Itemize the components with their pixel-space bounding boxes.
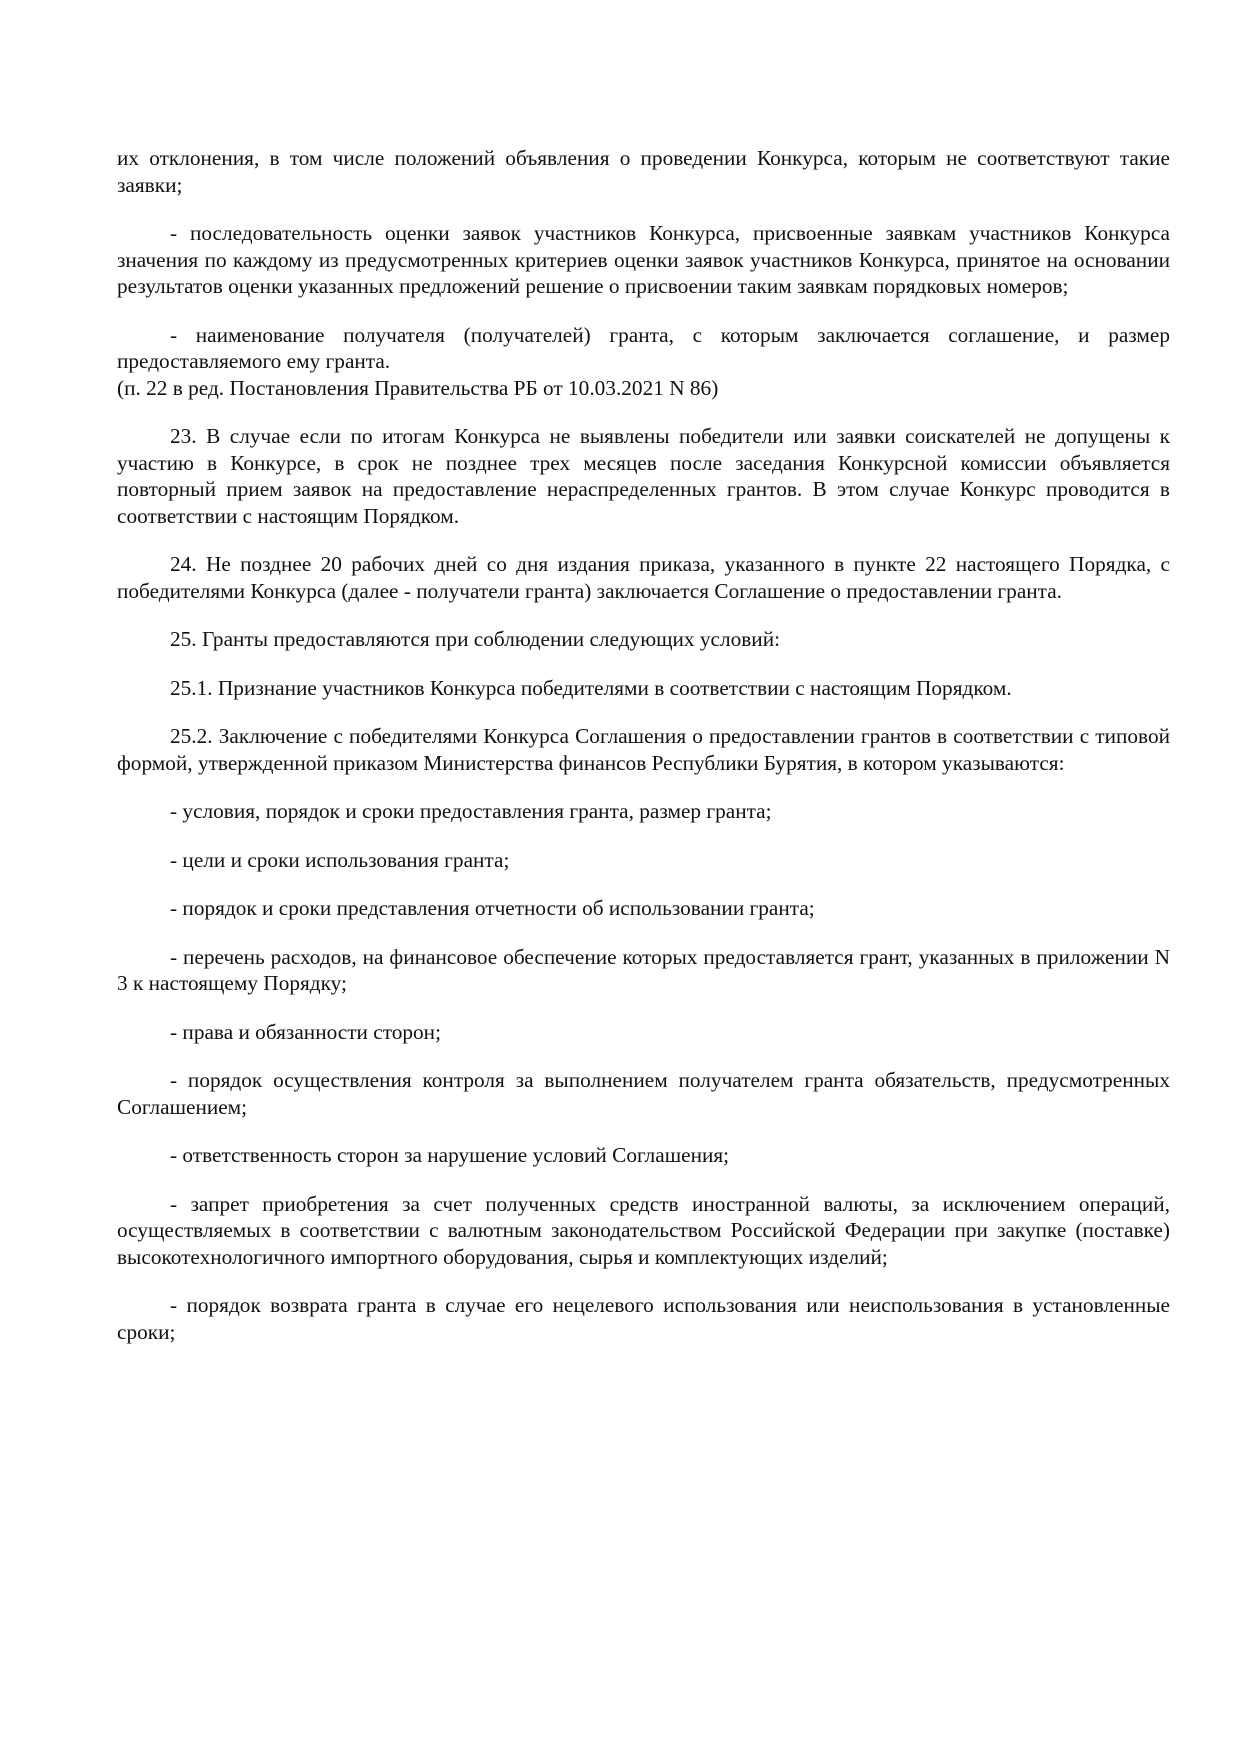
paragraph-clause-23: 23. В случае если по итогам Конкурса не выявлены победители или заявки соискателей не допущены к участию в Конкурсе, в срок не позднее трех месяцев после заседания Конкурсной комиссии объявляется повторный прием заявок на предоставление нераспределенных грантов. В этом случае Конкурс проводится в соответствии с настоящим Порядком. (117, 424, 1170, 528)
amendment-note: (п. 22 в ред. Постановления Правительства РБ от 10.03.2021 N 86) (117, 375, 719, 400)
document-page (117, 145, 1170, 1367)
list-item-reporting: - порядок и сроки представления отчетности об использовании гранта; (170, 896, 815, 920)
paragraph-rejection-reasons-continued: их отклонения, в том числе положений объявления о проведении Конкурса, которым не соответствуют такие заявки; (117, 146, 1170, 197)
paragraph-evaluation-sequence: - последовательность оценки заявок участников Конкурса, присвоенные заявкам участников Конкурса значения по каждому из предусмотренных критериев оценки заявок участников Конкурса, принятое на основании результатов оценки указанных предложений решение о присвоении таким заявкам порядковых номеров; (117, 221, 1170, 298)
list-item-goals: - цели и сроки использования гранта; (170, 847, 510, 872)
list-item-conditions: - условия, порядок и сроки предоставления гранта, размер гранта; (170, 799, 772, 823)
list-item-liability: - ответственность сторон за нарушение условий Соглашения; (170, 1143, 730, 1167)
list-item-currency-ban: - запрет приобретения за счет полученных средств иностранной валюты, за исключением операций, осуществляемых в соответствии с валютным законодательством Российской Федерации при закупке (поставке) высокотехнологичного импортного оборудования, сырья и комплектующих изделий; (117, 1191, 1170, 1269)
paragraph-clause-25: 25. Гранты предоставляются при соблюдении следующих условий: (170, 627, 781, 651)
paragraph-grant-recipient-name: - наименование получателя (получателей) гранта, с которым заключается соглашение, и размер предоставляемого ему гранта. (117, 322, 1170, 373)
paragraph-clause-25-1: 25.1. Признание участников Конкурса победителями в соответствии с настоящим Порядком. (170, 675, 1012, 700)
paragraph-clause-24: 24. Не позднее 20 рабочих дней со дня издания приказа, указанного в пункте 22 настоящего Порядка, с победителями Конкурса (далее - получатели гранта) заключается Соглашение о предоставлении гранта. (117, 552, 1170, 603)
paragraph-clause-25-2: 25.2. Заключение с победителями Конкурса Соглашения о предоставлении грантов в соответствии с типовой формой, утвержденной приказом Министерства финансов Республики Бурятия, в котором указываются: (117, 724, 1170, 775)
list-item-rights: - права и обязанности сторон; (170, 1019, 441, 1044)
list-item-control: - порядок осуществления контроля за выполнением получателем гранта обязательств, предусмотренных Соглашением; (117, 1068, 1170, 1119)
list-item-expenses: - перечень расходов, на финансовое обеспечение которых предоставляется грант, указанных в приложении N 3 к настоящему Порядку; (117, 944, 1170, 995)
list-item-refund: - порядок возврата гранта в случае его нецелевого использования или неиспользования в установленные сроки; (117, 1293, 1170, 1344)
